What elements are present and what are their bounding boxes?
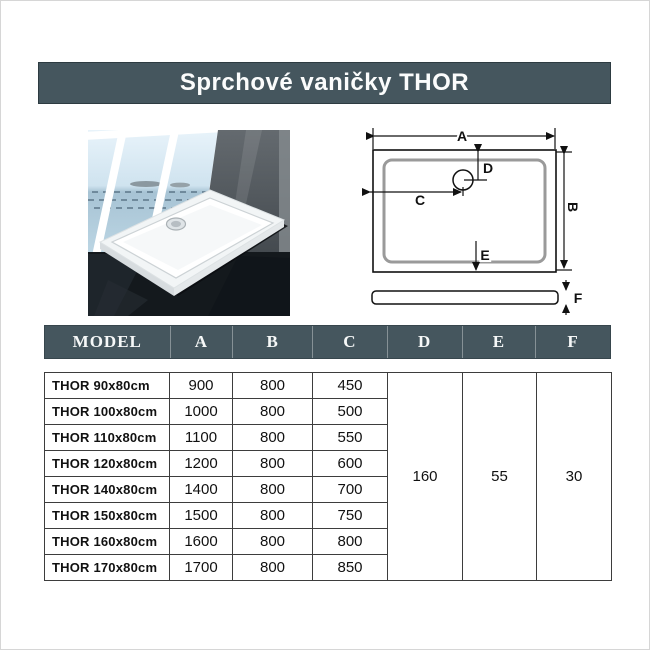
col-header-e: E bbox=[462, 326, 536, 358]
dimension-diagram bbox=[356, 118, 606, 318]
dim-label-d: D bbox=[482, 160, 494, 176]
value-c: 450 bbox=[313, 373, 388, 399]
value-d-merged: 160 bbox=[388, 373, 463, 581]
value-b: 800 bbox=[233, 503, 313, 529]
value-c: 550 bbox=[313, 425, 388, 451]
model-cell: THOR 90x80cm bbox=[45, 373, 170, 399]
value-a: 1400 bbox=[170, 477, 233, 503]
model-cell: THOR 100x80cm bbox=[45, 399, 170, 425]
table-row bbox=[45, 373, 612, 399]
model-cell: THOR 160x80cm bbox=[45, 529, 170, 555]
value-c: 700 bbox=[313, 477, 388, 503]
dim-label-a: A bbox=[456, 128, 468, 144]
value-c: 600 bbox=[313, 451, 388, 477]
value-a: 1000 bbox=[170, 399, 233, 425]
value-a: 1500 bbox=[170, 503, 233, 529]
model-cell: THOR 120x80cm bbox=[45, 451, 170, 477]
model-cell: THOR 110x80cm bbox=[45, 425, 170, 451]
spec-table bbox=[44, 372, 612, 581]
value-e-merged: 55 bbox=[463, 373, 537, 581]
value-c: 850 bbox=[313, 555, 388, 581]
table-header bbox=[44, 325, 611, 359]
tray-side-view bbox=[372, 291, 558, 304]
tray-outline-outer bbox=[373, 150, 556, 272]
value-c: 800 bbox=[313, 529, 388, 555]
dim-label-c: C bbox=[414, 192, 426, 208]
product-photo bbox=[88, 130, 290, 316]
title-bar bbox=[38, 62, 611, 104]
value-a: 1600 bbox=[170, 529, 233, 555]
dim-label-f: F bbox=[573, 290, 583, 306]
model-cell: THOR 150x80cm bbox=[45, 503, 170, 529]
value-b: 800 bbox=[233, 477, 313, 503]
value-c: 500 bbox=[313, 399, 388, 425]
dim-label-b: B bbox=[565, 201, 581, 213]
value-a: 900 bbox=[170, 373, 233, 399]
col-header-c: C bbox=[312, 326, 387, 358]
value-b: 800 bbox=[233, 373, 313, 399]
value-a: 1700 bbox=[170, 555, 233, 581]
value-b: 800 bbox=[233, 399, 313, 425]
value-b: 800 bbox=[233, 529, 313, 555]
value-b: 800 bbox=[233, 555, 313, 581]
value-c: 750 bbox=[313, 503, 388, 529]
col-header-d: D bbox=[387, 326, 462, 358]
model-cell: THOR 140x80cm bbox=[45, 477, 170, 503]
dim-label-e: E bbox=[480, 247, 490, 263]
col-header-model: MODEL bbox=[72, 332, 142, 351]
value-a: 1100 bbox=[170, 425, 233, 451]
page-title: Sprchové vaničky THOR bbox=[179, 69, 470, 96]
col-header-f: F bbox=[535, 326, 610, 358]
model-cell: THOR 170x80cm bbox=[45, 555, 170, 581]
value-b: 800 bbox=[233, 425, 313, 451]
value-b: 800 bbox=[233, 451, 313, 477]
value-a: 1200 bbox=[170, 451, 233, 477]
col-header-b: B bbox=[232, 326, 312, 358]
value-f-merged: 30 bbox=[537, 373, 612, 581]
col-header-a: A bbox=[170, 326, 233, 358]
